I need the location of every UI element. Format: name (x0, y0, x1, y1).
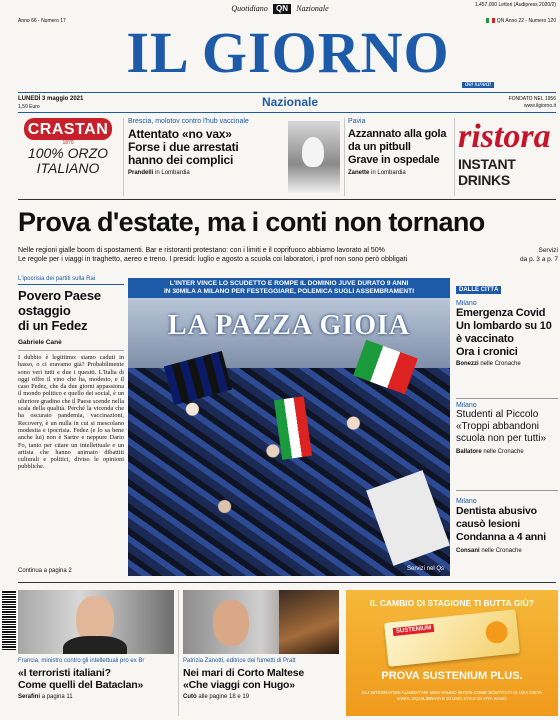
byline-location: in Lombardia (371, 170, 406, 176)
italian-flag (274, 396, 312, 460)
bottom-story-headline-2: «Che viaggi con Hugo» (183, 679, 295, 691)
byline-location: a pagina 11 (41, 694, 73, 700)
city-byline (456, 449, 558, 455)
story-headline-2: Forse i due arrestati (128, 140, 239, 154)
divider (344, 118, 345, 196)
ad-product: PROVA SUSTENIUM PLUS. (381, 670, 523, 682)
comic-art (279, 590, 339, 654)
story-headline-3: Grave in ospedale (348, 154, 440, 166)
bottom-story-byline (183, 694, 341, 700)
dalle-citta-column (456, 278, 558, 296)
editorial-headline-3: di un Fedez (18, 318, 88, 333)
city-headline-2: Un lombardo su 10 (456, 320, 552, 332)
crastan-line1: 100% ORZO (27, 145, 109, 161)
city-headline-2: «Troppi abbandoni (456, 421, 540, 432)
ristora-tagline: INSTANT DRINKS (458, 156, 516, 188)
byline-author: Serafini (18, 694, 41, 700)
city-name: Milano (456, 300, 477, 307)
divider (456, 398, 558, 399)
subheadline-line-2: Le regole per i viaggi in traghetto, aereo e treno. I presidi: luglio e agosto a scuola coi laboratori, i prof non sono però obbligati (18, 256, 408, 263)
editorial-author: Gabriele Canè (18, 339, 62, 346)
story-headline-2: da un pitbull (348, 141, 411, 153)
del-lunedi-badge: del lunedì (462, 82, 494, 88)
bottom-story-2[interactable] (183, 658, 341, 700)
city-headline-2: causò lesioni (456, 518, 520, 530)
city-headline-1: Emergenza Covid (456, 307, 546, 319)
ristora-ad[interactable] (458, 118, 558, 196)
photo-kicker-line-1: L'INTER VINCE LO SCUDETTO E ROMPE IL DOMINIO JUVE DURATO 9 ANNI (169, 280, 409, 287)
photo-figure (302, 137, 324, 167)
main-headline[interactable]: Prova d'estate, ma i conti non tornano (18, 207, 485, 237)
editorial-column[interactable] (18, 276, 124, 578)
story-headline-3: hanno dei complici (128, 153, 234, 167)
story-kicker: Brescia, molotov contro l'hub vaccinale (128, 118, 249, 125)
city-story-2[interactable] (456, 402, 558, 492)
bottom-story-kicker: Francia, ministro contro gli intellettuali pro ex Br (18, 658, 145, 664)
byline-location: nelle Cronache (481, 548, 522, 554)
product-badge: SUSTENIUM (393, 624, 435, 636)
bottom-story-byline (18, 694, 174, 700)
city-headline-4: Ora i cronici (456, 346, 518, 358)
city-byline (456, 361, 558, 367)
byline-location: alle pagine 18 e 19 (198, 694, 250, 700)
product-box (384, 609, 520, 667)
city-byline (456, 548, 558, 554)
editorial-kicker: L'ipocrisia dei partiti sulla Rai (18, 276, 96, 282)
crastan-year: 1870 (62, 140, 74, 146)
story-pitbull[interactable] (348, 118, 450, 176)
crastan-line2: ITALIANO (36, 160, 100, 176)
white-flag (366, 470, 450, 566)
crastan-ad[interactable] (18, 118, 118, 196)
masthead-strip (170, 4, 390, 14)
founded-year: FONDATO NEL 1956 (508, 96, 556, 102)
editorial-body: I dubbio è legittimo: siamo caduti in basso, o ci eravamo già? Probabilmente sono veri tutti e due i quesiti. L'Italia di oggi offre il vino che ha, modesto, e il caso Fedez, che da due giorni appassiona il mondo politico e quello dei social, è un ulteriore gradino che il Paese scende nella scala della qualità. Perché la vicenda che ha oscurato pandemia, vaccinazioni, Recovery, è un nulla in cui si mescolano modestia e ipocrisia. Fedez (e lo sa bene anche lui) non è Sartre e neppure Dario Fo, tanto per citare un intellettuale e un artista che hanno animato dibattiti culturali e politici, diviso le opinioni pubbliche. (18, 354, 124, 471)
photo-headline: LA PAZZA GIOIA (167, 310, 411, 341)
divider (456, 490, 558, 491)
ristora-logo: ristora (458, 118, 551, 155)
byline-location: nelle Cronache (483, 449, 524, 455)
bottom-story-headline-1: «I terroristi italiani? (18, 667, 111, 679)
qn-issue-text: QN Anno 22 - Numero 120 (496, 18, 556, 24)
masthead-quotidiano: Quotidiano (231, 4, 268, 13)
byline-author: Bonezzi (456, 361, 479, 367)
story-byline (128, 170, 283, 176)
editorial-rule (18, 350, 124, 351)
year-issue: Anno 66 - Numero 17 (18, 18, 66, 24)
city-headline-3: è vaccinato (456, 333, 514, 345)
ad-fine-print: GLI INTEGRATORI ALIMENTARI NON VANNO INTESI COME SOSTITUTI DI UNA DIETA VARIA, EQUILIBRATA E DI UNO STILE DI VITA SANO. (361, 690, 543, 701)
section-rule (18, 582, 556, 583)
editorial-rule (18, 284, 124, 285)
dalle-citta-label: DALLE CITTÀ (456, 286, 501, 294)
readers-count: 1.457.000 Lettori (Audipress 2020/2) (474, 2, 556, 8)
masthead-nazionale: Nazionale (296, 4, 329, 13)
section-rule (18, 199, 556, 200)
servizi-label: Servizi (538, 247, 558, 254)
bottom-story-headline-1: Nei mari di Corto Maltese (183, 667, 305, 679)
editorial-continue[interactable] (18, 568, 72, 574)
city-name: Milano (456, 498, 477, 505)
minister-photo (18, 590, 174, 654)
qn-logo: QN (273, 4, 291, 14)
inter-celebration-photo (128, 298, 450, 576)
continue-text: Continua a pagina 2 (18, 568, 72, 574)
city-headline-3: Condanna a 4 anni (456, 531, 546, 543)
main-subheadline (18, 246, 506, 264)
editorial-headline-1: Povero Paese (18, 288, 101, 303)
bottom-story-1[interactable] (18, 658, 174, 700)
ad-headline: IL CAMBIO DI STAGIONE TI BUTTA GIÙ? (369, 598, 534, 608)
issue-price: 1,50 Euro (18, 104, 40, 110)
photo-kicker-line-2: IN 30MILA A MILANO PER FESTEGGIARE, POLEMICA SUGLI ASSEMBRAMENTI (163, 288, 415, 295)
sustenium-ad[interactable] (346, 590, 558, 716)
byline-author: Prandelli (128, 170, 154, 176)
masthead-rule-bottom (18, 112, 556, 113)
byline-location: in Lombardia (155, 170, 190, 176)
website[interactable]: www.ilgiorno.it (524, 103, 556, 109)
city-name: Milano (456, 402, 477, 409)
crastan-logo: CRASTAN (24, 118, 112, 140)
bottom-story-headline-2: Come quelli del Bataclan» (18, 679, 144, 691)
photo-face (213, 600, 249, 646)
editor-photo (183, 590, 339, 654)
barcode (2, 590, 16, 650)
pitbull-photo (288, 121, 340, 193)
city-headline-1: Studenti al Piccolo (456, 409, 539, 420)
issue-date: LUNEDÌ 3 maggio 2021 (18, 96, 84, 102)
story-byline (348, 170, 450, 176)
story-headline-1: Attentato «no vax» (128, 127, 232, 141)
byline-author: Consani (456, 548, 480, 554)
divider (178, 590, 179, 716)
byline-author: Cutò (183, 694, 197, 700)
servizi-pages: da p. 3 a p. 7 (520, 256, 558, 263)
bottom-story-kicker: Patrizia Zanotti, editrice dei fumetti di Pratt (183, 658, 296, 664)
story-kicker: Pavia (348, 118, 366, 125)
story-molotov[interactable] (128, 118, 283, 176)
story-headline-1: Azzannato alla gola (348, 128, 447, 140)
divider (123, 118, 124, 196)
photo-credit: Servizi nel Qs (406, 566, 444, 572)
divider (454, 118, 455, 196)
byline-location: nelle Cronache (480, 361, 521, 367)
subheadline-line-1: Nelle regioni gialle boom di spostamenti. Bar e ristoranti protestano: con i limiti e il coprifuoco abbiamo lavorato al 50% (18, 247, 385, 254)
photo-suit (63, 636, 127, 654)
editorial-headline-2: ostaggio (18, 303, 71, 318)
masthead-rule-top (18, 92, 556, 93)
byline-author: Zanette (348, 170, 370, 176)
city-headline-3: scuola non per tutti» (456, 433, 547, 444)
edition-label: Nazionale (261, 95, 318, 109)
byline-author: Ballatore (456, 449, 482, 455)
photo-story-kicker[interactable] (128, 278, 450, 298)
city-story-1[interactable] (456, 300, 558, 392)
servizi-ref (510, 246, 558, 264)
newspaper-title: IL GIORNO (126, 20, 450, 85)
city-headline-1: Dentista abusivo (456, 505, 537, 517)
city-story-3[interactable] (456, 498, 558, 578)
orange-fruit-icon (485, 620, 509, 644)
